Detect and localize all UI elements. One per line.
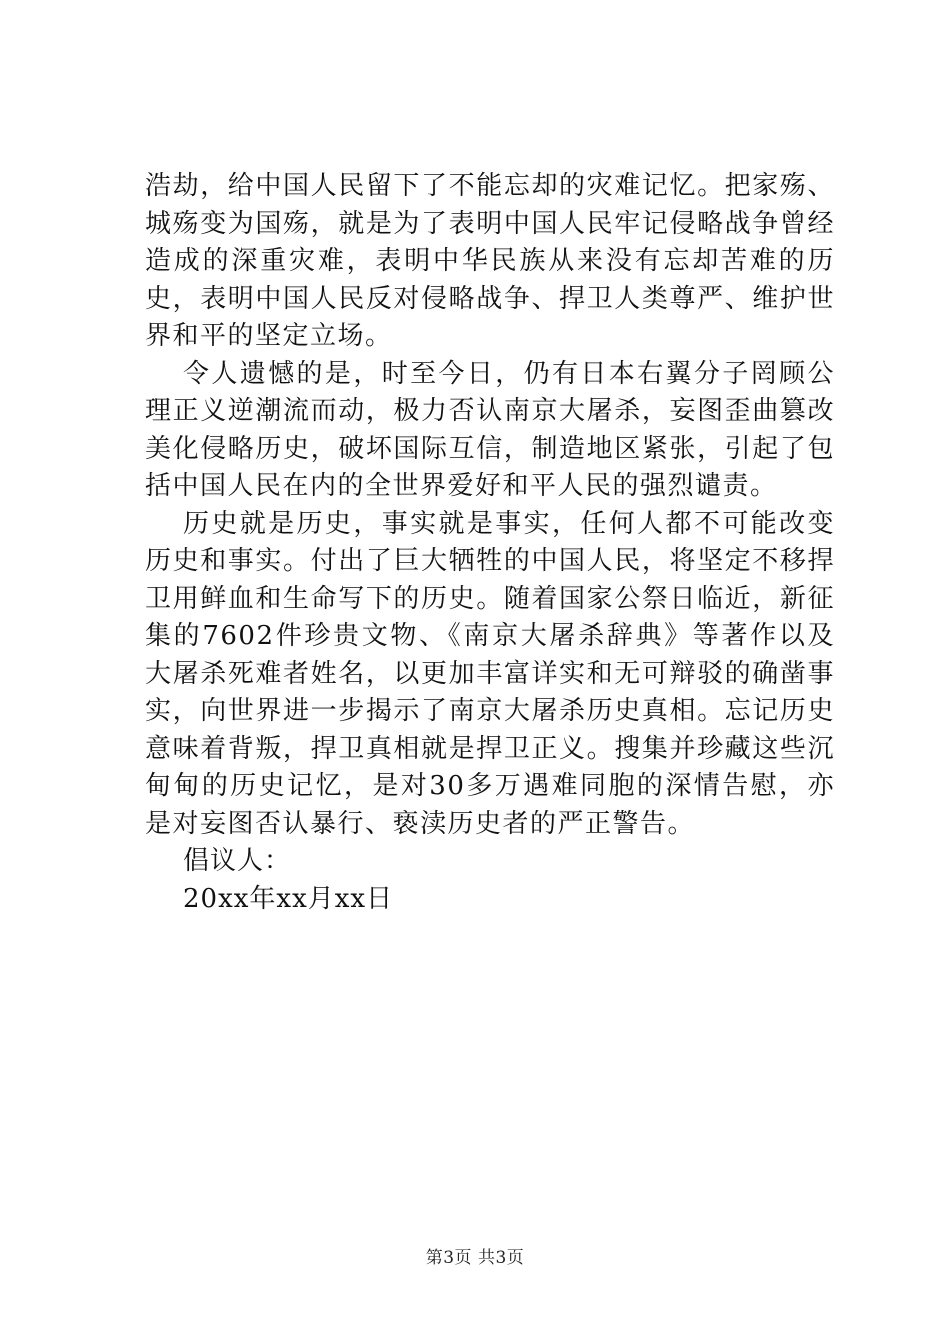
page-footer: 第3页 共3页 <box>425 1248 525 1268</box>
paragraph-continuation: 浩劫，给中国人民留下了不能忘却的灾难记忆。把家殇、城殇变为国殇，就是为了表明中国人民牢记侵略战争曾经造成的深重灾难，表明中华民族从来没有忘却苦难的历史，表明中国人民反对侵略战争、捍卫人类尊严、维护世界和平的坚定立场。 <box>145 171 835 351</box>
signer-label: 倡议人： <box>183 846 292 876</box>
date-line: 20xx年xx月xx日 <box>183 883 394 914</box>
paragraph-regret: 令人遗憾的是，时至今日，仍有日本右翼分子罔顾公理正义逆潮流而动，极力否认南京大屠杀，妄图歪曲篡改美化侵略历史，破坏国际互信，制造地区紧张，引起了包括中国人民在内的全世界爱好和平人民的强烈谴责。 <box>145 358 835 501</box>
document-body <box>145 168 835 918</box>
paragraph-history: 历史就是历史，事实就是事实，任何人都不可能改变历史和事实。付出了巨大牺牲的中国人民，将坚定不移捍卫用鲜血和生命写下的历史。随着国家公祭日临近，新征集的7602件珍贵文物、《南京大屠杀辞典》等著作以及大屠杀死难者姓名，以更加丰富详实和无可辩驳的确凿事实，向世界进一步揭示了南京大屠杀历史真相。忘记历史意味着背叛，捍卫真相就是捍卫正义。搜集并珍藏这些沉甸甸的历史记忆，是对30多万遇难同胞的深情告慰，亦是对妄图否认暴行、亵渎历史者的严正警告。 <box>145 508 835 839</box>
